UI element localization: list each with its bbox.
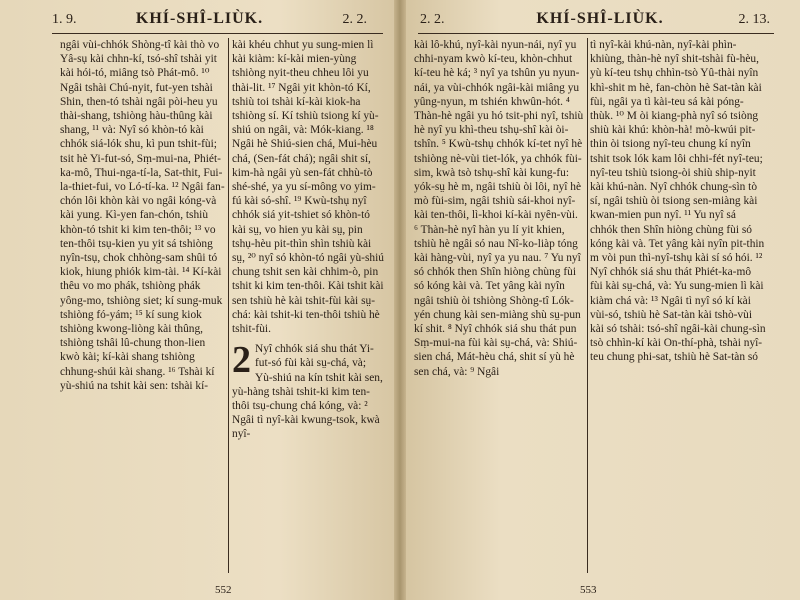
column-text: kài lô-khú, nyî-kài nyun-nái, nyî yu chhi-nyam kwò kí-teu, khòn-chhut kí-teu hè ká; ³ nyî ya tshûn yu nyun-nái, ya vùi-chhók ngâi-kài miâng yu yûng-nyun, m tshién khwûn-hót. ⁴ Thàn-hè ngâi yu hó tsit-phi nyî, tshiù hè nyî yu khì-theu tshụ-shî kài òi-tshîn. ⁵ Kwù-tshụ chhók kí-tet nyî hè tshiòng nè-vùi tiet-lók, ya chhók fùi-sim, kwà tsò tshụ-shî kài kung-fu: yók-sṳ hè m, ngâi tshiù òi lôi, nyî hè mò fùi-sim, ngâi tshiù sái-khoi nyî-kài ten-thôi, lì-khoi kí-kài nyên-vùi. ⁶ Thàn-hè nyî hàn yu lí yit khien, tshiù hè ngâi só nau Nî-ko-liàp tóng kài hàng-vùi, nyî ya yu nau. ⁷ Yu nyî só chhók then Shîn hiòng chùng fùi só kóng kài và. Tet yâng kài nyîn ngâi tshiù òi tshiòng Shòng-tî Lók-yén chung kài sen-miàng shù sṳ-pun kí shit. ⁸ Nyî chhók siá shu thát pun Sṃ-mui-na fùi kài sṳ-chá, và: Shiú-sien chá, Mát-hèu chá, shit sí yù hè sen chá, và: ⁹ Ngâi (414, 39, 584, 378)
page-header (400, 8, 800, 30)
running-title: KHÍ-SHÎ-LIÙK. (536, 10, 664, 27)
header-chapter-verse-start: 2. 2. (420, 12, 445, 27)
page-header (0, 8, 399, 30)
header-rule (52, 33, 383, 34)
text-column-1 (60, 38, 225, 578)
chapter-text: Nyî chhók siá shu thát Yi-fut-só fùi kài sṳ-chá, và; Yù-shiú na kín tshit kài sen, yù-hàng tshài tshit-ki kim ten-thôi tsụ-chung chá kóng, và: ² Ngâi tì nyî-kài kwung-tsok, kwà nyî- (232, 343, 383, 441)
chapter-number: 2 (232, 339, 251, 382)
chapter-paragraph (232, 339, 384, 441)
column-text: ngâi vùi-chhók Shòng-tî kài thò vo Yâ-sụ kài chhn-kí, tsó-shî tshài yit kài hói-tó, miâng tsò Phát-mô. ¹⁰ Ngâi tshài Chú-nyit, fut-yen tshài Shin, then-tó tshài ngâi pòi-heu yu thài-shang, tshiòng hàu-thûng kài shang, ¹¹ và: Nyî só khòn-tó kài chhók siá-lók shu, kì pun tshit-fùi; tsit hè Yi-fut-só, Sṃ-mui-na, Phiét-ka-mô, Thui-nga-tí-la, Sat-thit, Fui-la-thiet-fui, vo Ló-tí-ka. ¹² Ngâi fan-chón lôi khòn kài vo ngâi kóng-và kài yung. Kì-yen fan-chón, tshiù khòn-tó tshit ki kim ten-thôi; ¹³ vo ten-thôi tsụ-kien yu yit sá tshiòng nyîn-tsụ, chok chhòng-sam shûi tó kiok, hiung phiók kim-tài. ¹⁴ Kí-kài thêu vo mo phák, tshiòng phák yông-mo, tshiòng siet; kí sung-muk tshiòng fó-yám; ¹⁵ kí sung kiok tshiòng kwong-liòng kài thûng, tshiòng tshâi lû-chung thon-lien kwò kài; kí-kài shang tshiòng chhung-shúi kài shang. ¹⁶ Tshài kí yù-shiú na tshit kài sen: tshài kí- (60, 39, 225, 392)
header-rule (418, 33, 774, 34)
header-chapter-verse-start: 1. 9. (52, 12, 77, 27)
column-text: tì nyî-kài khú-nàn, nyî-kài phìn-khiùng, thàn-hè nyî shit-tshài fù-hèu, yù kí-teu tshụ chhìn-tsò Yû-thài nyîn khì-shit m hè, fan-chòn hè Sat-tàn kài fùi, ngâi ya tì kài-teu sá kài póng-thùk. ¹⁰ M òi kiang-phà nyî só tsiòng shiù kài khú: khòn-hà! mò-kwúi pit-thin òi tsiong nyî-teu chung kí nyîn tshit tsok lók kam lôi chhi-fét nyî-teu; nyî-teu tshiù tsiong-òi shiù ship-nyit kài khú-nàn. Nyî chhók chung-sìn tò sí, ngâi tshiù òi tsiong sen-miàng kài kwan-mien pun nyî. ¹¹ Yu nyî sá chhók then Shîn hiòng chùng fùi só kóng kài và. Tet yâng kài nyîn pit-thin m vòi pun thì-nyî-tshụ kài sí só hói. ¹² Nyî chhók siá shu thát Phiét-ka-mô fùi kài sṳ-chá, và: Yu sung-mien lì kài kiàm chá và: ¹³ Ngâi tì nyî só kí kài vùi-só, tshiù hè Sat-tàn kài tshò-vùi kài só tshài: tsó-shî ngâi-kài chung-sìn tsò chhìn-kí kài On-thí-phà, tshài nyî-teu chung phi-sat, tshiù hè Sat-tàn só (590, 39, 766, 364)
column-divider (228, 38, 229, 573)
text-column-1 (414, 38, 584, 578)
text-column-2 (232, 38, 384, 578)
text-column-2 (590, 38, 766, 578)
column-divider (587, 38, 588, 573)
page-number: 553 (580, 584, 597, 596)
header-chapter-verse-end: 2. 2. (342, 12, 367, 27)
running-title: KHÍ-SHÎ-LIÙK. (135, 10, 264, 27)
page-number: 552 (215, 584, 232, 596)
right-page (400, 0, 800, 600)
header-chapter-verse-end: 2. 13. (738, 12, 770, 27)
column-text: kài khéu chhut yu sung-mien lì kài kiàm: kí-kài mien-yùng tshiòng nyit-theu chheu lôi yu thài-lit. ¹⁷ Ngâi yit khòn-tó Kí, tshiù toi tshài kí-kài kiok-ha tshiòng sí. Kí tshiù tsiong kí yù-shiú on ngâi, và: Mók-kiang. ¹⁸ Ngâi hè Shiú-sien chá, Mui-hèu chá, (Sen-fát chá); ngâi shit sí, kim-hà ngâi yù sen-fát chhù-tò shé-shé, ya yu sí-mông vo yim-fú kài só-shî. ¹⁹ Kwù-tshụ nyî chhók siá yit-tshiet só khòn-tó kài sṳ, vo hien yu kài sṳ, pin tshụ-hèu pit-thìn shìn tshiù kài sṳ, ²⁰ nyî só khòn-tó ngâi yù-shiú chung tshit sen kài chhim-ò, pin tshit ki kim ten-thôi. Kài tshit kài sen tshiù hè kài tshit-fùi kài sṳ-chá: kài tshit-ki ten-thôi tshiù hè tshit-fùi. (232, 39, 384, 336)
book-gutter (394, 0, 406, 600)
